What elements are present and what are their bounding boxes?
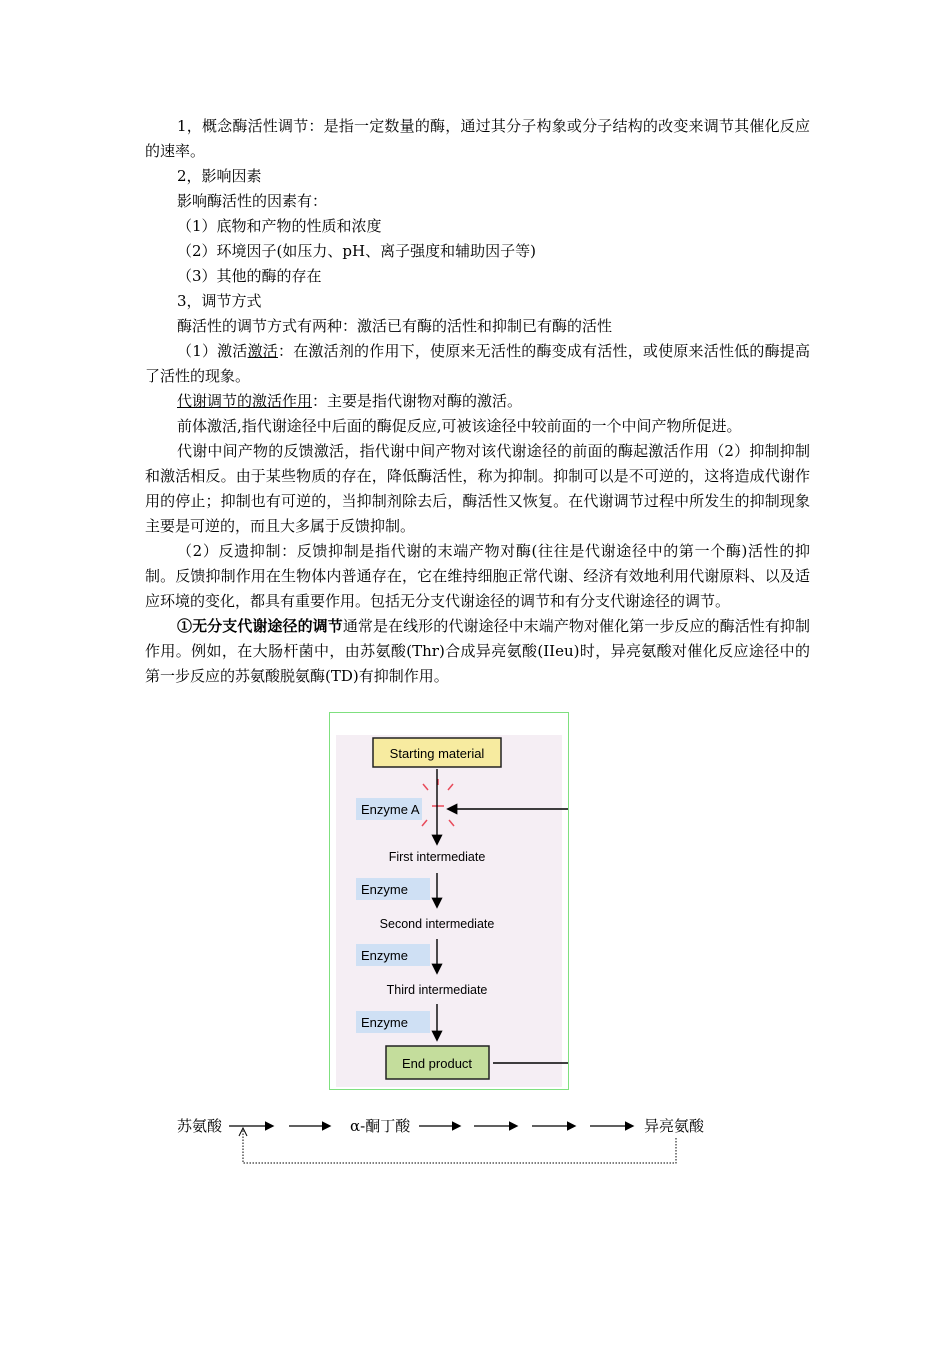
activation-definition: ：在激活剂的作用下，使原来无活性的酶变成有活性，或使原来活性低的酶提高了活性的现象。 bbox=[145, 342, 810, 385]
paragraph-activation bbox=[145, 339, 810, 389]
unbranched-term: ①无分支代谢途径的调节 bbox=[177, 617, 343, 635]
pathway-arrows bbox=[0, 1105, 952, 1175]
list-item-factor-3: （3）其他的酶的存在 bbox=[177, 267, 322, 285]
threonine-pathway bbox=[0, 1105, 952, 1175]
paragraph-unbranched bbox=[145, 614, 810, 689]
activation-term: 激活 bbox=[247, 342, 278, 360]
paragraph-concept: 1，概念酶活性调节：是指一定数量的酶，通过其分子构象或分子结构的改变来调节其催化反应的速率。 bbox=[145, 117, 810, 160]
list-item-factor-1: （1）底物和产物的性质和浓度 bbox=[177, 217, 382, 235]
pathway-feedback-dotted bbox=[243, 1130, 676, 1163]
first-intermediate-label: First intermediate bbox=[388, 850, 486, 864]
enzyme-3-label: Enzyme bbox=[361, 1015, 408, 1030]
end-product-label: End product bbox=[401, 1056, 473, 1071]
paragraph-factors-intro: 影响酶活性的因素有： bbox=[177, 192, 328, 210]
paragraph-metabolic-activation bbox=[145, 389, 810, 414]
heading-factors: 2，影响因素 bbox=[177, 167, 262, 185]
metabolic-activation-term: 代谢调节的激活作用 bbox=[177, 392, 313, 410]
enzyme-a-label: Enzyme A bbox=[361, 802, 420, 817]
feedback-arrow bbox=[449, 809, 568, 1063]
inhibition-burst-icon bbox=[422, 779, 454, 826]
paragraph-feedback-inhibition: （2）反遗抑制：反馈抑制是指代谢的末端产物对酶(往往是代谢途径中的第一个酶)活性的抑 制。反馈抑制作用在生物体内普通存在，它在维持细胞正常代谢、经济有效地利用代谢原料、以及适应环境的变化，都具有重要作用。包括无分支代谢途径的调节和有分支代谢途径的调节。 bbox=[145, 542, 810, 610]
third-intermediate-label: Third intermediate bbox=[386, 983, 488, 997]
figure-diagram bbox=[330, 713, 568, 1089]
document-body bbox=[145, 114, 810, 689]
pathway-ketobutyrate: α-酮丁酸 bbox=[350, 1117, 411, 1135]
pathway-isoleucine: 异亮氨酸 bbox=[644, 1117, 705, 1135]
feedback-inhibition-figure bbox=[329, 712, 569, 1090]
paragraph-regulation-intro: 酶活性的调节方式有两种：激活已有酶的活性和抑制已有酶的活性 bbox=[177, 317, 613, 335]
metabolic-activation-definition: ：主要是指代谢物对酶的激活。 bbox=[312, 392, 523, 410]
activation-label: （1）激活 bbox=[177, 342, 248, 360]
list-item-factor-2: （2）环境因子(如压力、pH、离子强度和辅助因子等) bbox=[177, 242, 536, 260]
unbranched-definition: 通常是在线形的代谢途径中末端产物对催化第一步反应的酶活性有抑制作用。例如，在大肠杆菌中，由苏氨酸(Thr)合成异亮氨酸(IIeu)时，异亮氨酸对催化反应途径中的第一步反应的苏氨酸脱氨酶(TD)有抑制作用。 bbox=[145, 617, 810, 685]
second-intermediate-label: Second intermediate bbox=[379, 917, 495, 931]
pathway-threonine: 苏氨酸 bbox=[177, 1117, 223, 1135]
enzyme-2-label: Enzyme bbox=[361, 948, 408, 963]
paragraph-precursor-activation: 前体激活,指代谢途径中后面的酶促反应,可被该途径中较前面的一个中间产物所促进。 bbox=[177, 417, 742, 435]
paragraph-feedback-activation: 代谢中间产物的反馈激活，指代谢中间产物对该代谢途径的前面的酶起激活作用（2）抑制抑制和激活相反。由于某些物质的存在，降低酶活性，称为抑制。抑制可以是不可逆的，这将造成代谢作用的停止；抑制也有可逆的，当抑制剂除去后，酶活性又恢复。在代谢调节过程中所发生的抑制现象主要是可逆的，而且大多属于反馈抑制。 bbox=[145, 442, 810, 535]
enzyme-1-label: Enzyme bbox=[361, 882, 408, 897]
starting-material-label: Starting material bbox=[389, 746, 485, 761]
heading-regulation: 3，调节方式 bbox=[177, 292, 262, 310]
